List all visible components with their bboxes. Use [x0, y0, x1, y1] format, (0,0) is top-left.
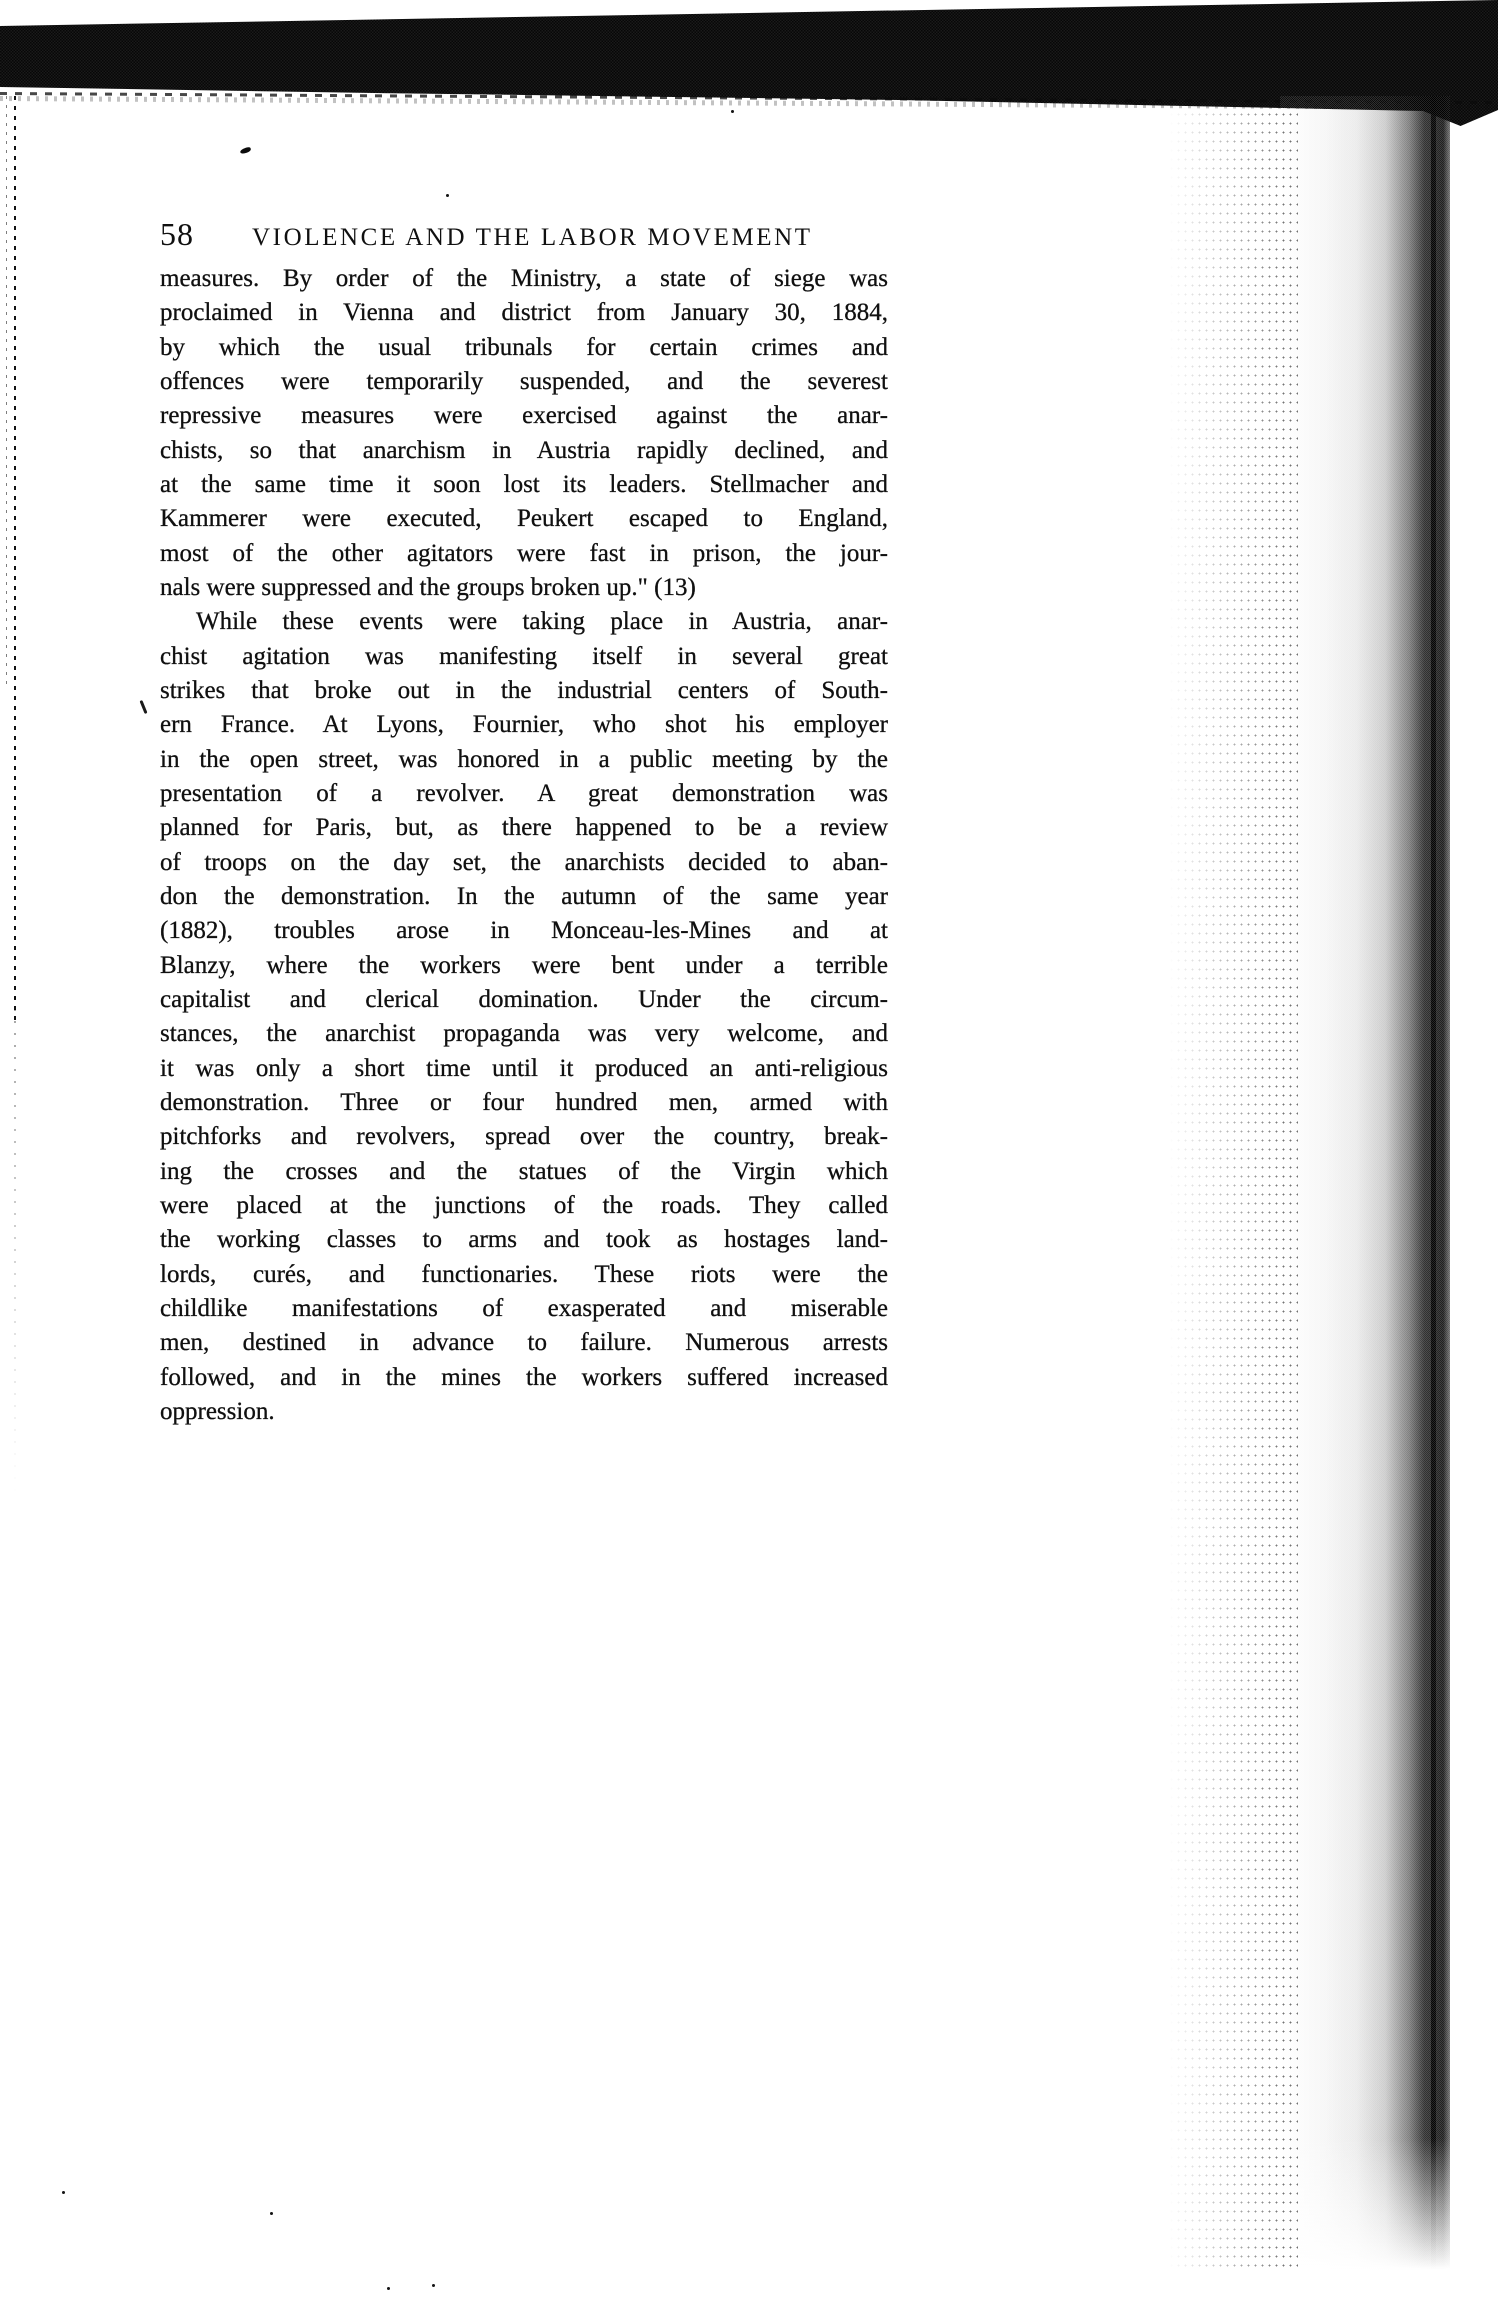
text-line: measures. By order of the Ministry, a state of siege was [160, 265, 888, 292]
text-line: followed, and in the mines the workers suffered increased [160, 1363, 888, 1391]
text-line: (1882), troubles arose in Monceau-les-Mines and at [160, 917, 888, 945]
text-line: at the same time it soon lost its leaders. Stellmacher and [160, 470, 888, 498]
margin-mark [139, 700, 147, 714]
text-line: the working classes to arms and took as hostages land- [160, 1226, 888, 1254]
text-line: lords, curés, and functionaries. These riots were the [160, 1260, 888, 1288]
scan-right-dither-fringe [1168, 110, 1298, 2270]
text-line: in the open street, was honored in a public meeting by the [160, 745, 888, 773]
text-line: repressive measures were exercised against the anar- [160, 402, 888, 430]
text-line: by which the usual tribunals for certain crimes and [160, 333, 888, 361]
text-line: capitalist and clerical domination. Under the circum- [160, 985, 888, 1013]
body-text [160, 262, 888, 1429]
text-line: chists, so that anarchism in Austria rapidly declined, and [160, 436, 888, 464]
scan-speck [432, 2284, 435, 2287]
scan-speck [731, 110, 734, 113]
text-line: stances, the anarchist propaganda was very welcome, and [160, 1020, 888, 1048]
text-line: presentation of a revolver. A great demonstration was [160, 779, 888, 807]
gutter-dot-tail [13, 992, 17, 1496]
text-line: it was only a short time until it produced an anti-religious [160, 1054, 888, 1082]
scan-left-gutter-artifact [4, 96, 24, 1496]
text-line: men, destined in advance to failure. Numerous arrests [160, 1329, 888, 1357]
paragraph-1 [160, 262, 888, 605]
paragraph-2 [160, 605, 888, 1429]
scan-speck [387, 2287, 390, 2290]
scan-speck [62, 2191, 65, 2194]
text-line: were placed at the junctions of the roads. They called [160, 1191, 888, 1219]
text-line: ern France. At Lyons, Fournier, who shot his employer [160, 711, 888, 739]
text-line: planned for Paris, but, as there happened to be a review [160, 814, 888, 842]
text-line: don the demonstration. In the autumn of the same year [160, 882, 888, 910]
ink-fleck [239, 146, 251, 154]
text-line: demonstration. Three or four hundred men, armed with [160, 1088, 888, 1116]
text-line: pitchforks and revolvers, spread over the country, break- [160, 1123, 888, 1151]
text-line: oppression. [160, 1397, 275, 1425]
text-line: While these events were taking place in Austria, anar- [196, 608, 888, 636]
text-line: nals were suppressed and the groups broken up." (13) [160, 573, 696, 601]
scan-speck [446, 194, 449, 197]
text-line: Kammerer were executed, Peukert escaped to England, [160, 505, 888, 533]
gutter-dotted-line [6, 96, 7, 684]
text-line: chist agitation was manifesting itself in several great [160, 642, 888, 670]
text-line: ing the crosses and the statues of the Virgin which [160, 1157, 888, 1185]
text-line: childlike manifestations of exasperated and miserable [160, 1294, 888, 1322]
text-line: Blanzy, where the workers were bent under a terrible [160, 951, 888, 979]
page-number: 58 [160, 216, 194, 252]
text-line: strikes that broke out in the industrial centers of South- [160, 676, 888, 704]
text-line: of troops on the day set, the anarchists decided to aban- [160, 848, 888, 876]
text-line: most of the other agitators were fast in prison, the jour- [160, 539, 888, 567]
running-title: VIOLENCE AND THE LABOR MOVEMENT [252, 224, 813, 251]
scan-speck [270, 2212, 273, 2215]
text-line: proclaimed in Vienna and district from January 30, 1884, [160, 299, 888, 327]
page-header [160, 216, 888, 253]
scan-right-binding-shadow [1280, 96, 1450, 2292]
gutter-dotted-line [14, 96, 16, 1020]
text-line: offences were temporarily suspended, and the severest [160, 367, 888, 395]
